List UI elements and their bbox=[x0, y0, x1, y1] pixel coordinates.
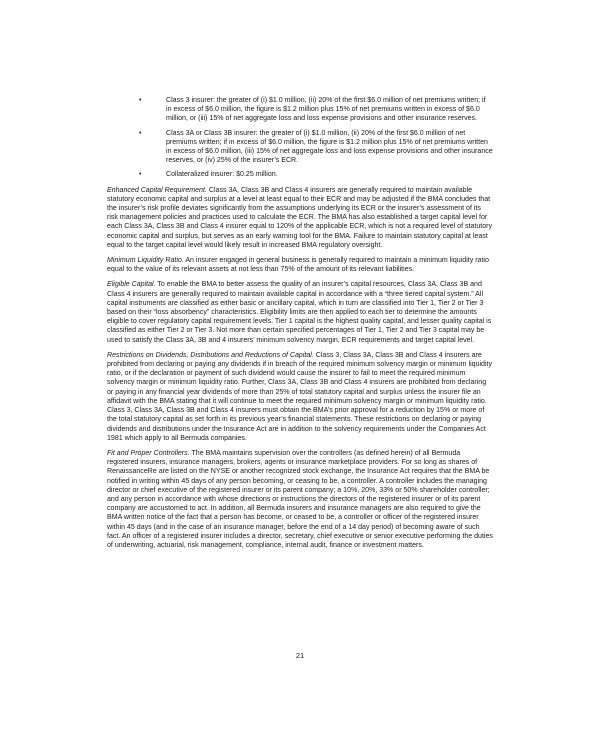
paragraph-text: To enable the BMA to better assess the quality of an insurer’s capital resources, Class 3A, Class 3B and Class 4 insurers are generally required to maintain available capital in accordance with a “three tiered capital system.” All capital instruments are classified as either basic or ancillary capital, which in turn are classified into Tier 1, Tier 2 or Tier 3 based on their “loss absorbency” characteristics. Eligibility limits are then applied to each tier to determine the amounts eligible to cover regulatory capital requirement levels. Tier 1 capital is the highest quality capital, and lesser quality capital is classified as either Tier 2 or Tier 3. Not more than certain specified percentages of Tier 1, Tier 2 and Tier 3 capital may be used to satisfy the Class 3A, 3B and 4 insurers’ minimum solvency margin, ECR requirements and target capital level. bbox=[107, 281, 492, 344]
bullet-item bbox=[107, 170, 493, 179]
bullet-list bbox=[107, 96, 493, 180]
paragraph-minimum-liquidity-ratio bbox=[107, 256, 493, 274]
paragraph-enhanced-capital-requirement bbox=[107, 186, 493, 250]
paragraph-heading: Minimum Liquidity Ratio. bbox=[107, 257, 184, 265]
paragraph-heading: Fit and Proper Controllers. bbox=[107, 449, 190, 457]
paragraph-text: The BMA maintains supervision over the controllers (as defined herein) of all Bermuda registered insurers, insurance managers, brokers, agents or insurance marketplace providers. For so long as shares of RenaissanceRe are listed on the NYSE or another recognized stock exchange, the Insurance Act requires that the BMA be notified in writing within 45 days of any person becoming, or ceasing to be, a controller. A controller includes the managing director or chief executive of the registered insurer or its parent company; a 10%, 20%, 33% or 50% shareholder controller; and any person in accordance with whose directions or instructions the directors of the registered insurer or of its parent company are accustomed to act. In addition, all Bermuda insurers and insurance managers are also required to give the BMA written notice of the fact that a person has become, or ceased to be, a controller or officer of the registered insurer within 45 days (and in the case of an insurance manager, before the end of a 14 day period) of becoming aware of such fact. An officer of a registered insurer includes a director, secretary, chief executive or senior executive performing the duties of underwriting, actuarial, risk management, compliance, internal audit, finance or investment matters. bbox=[107, 449, 493, 549]
paragraph-eligible-capital bbox=[107, 280, 493, 344]
bullet-text: Class 3 insurer: the greater of (i) $1.0 million, (ii) 20% of the first $6.0 million of net premiums written; if in excess of $6.0 million, the figure is $1.2 million plus 15% of net premiums written in excess of $6.0 million, or (iii) 15% of net aggregate loss and loss expense provisions and other insurance reserves. bbox=[166, 97, 486, 123]
paragraph-heading: Enhanced Capital Requirement. bbox=[107, 186, 207, 194]
paragraph-heading: Restrictions on Dividends, Distributions and Reductions of Capital. bbox=[107, 351, 314, 359]
document-body bbox=[107, 96, 493, 556]
page-number: 21 bbox=[295, 651, 305, 660]
paragraph-restrictions-on-dividends bbox=[107, 351, 493, 443]
bullet-item bbox=[107, 96, 493, 124]
bullet-marker: • bbox=[139, 129, 142, 137]
bullet-marker: • bbox=[139, 97, 142, 104]
bullet-text: Class 3A or Class 3B insurer: the greater of (i) $1.0 million, (ii) 20% of the first $6.0 million of net premiums written; if in excess of $6.0 million, the figure is $1.2 million plus 15% of net premiums written in excess of $6.0 million, (iii) 15% of net aggregate loss and loss expense provisions and other insurance reserves, or (iv) 25% of the insurer’s ECR. bbox=[166, 129, 493, 165]
paragraph-fit-and-proper-controllers bbox=[107, 449, 493, 550]
paragraph-heading: Eligible Capital. bbox=[107, 281, 156, 289]
paragraph-text: Class 3, Class 3A, Class 3B and Class 4 insurers are prohibited from declaring or paying any dividends if in breach of the required minimum solvency margin or minimum liquidity ratio, or if the declaration or payment of such dividend would cause the insurer to fail to meet the required minimum solvency margin or minimum liquidity ratio. Further, Class 3A, Class 3B and Class 4 insurers are prohibited from declaring or paying in any financial year dividends of more than 25% of total statutory capital and surplus unless the insurer file an affidavit with the BMA stating that it will continue to meet the required minimum solvency margin or minimum liquidity ratio. Class 3, Class 3A, Class 3B and Class 4 insurers must obtain the BMA’s prior approval for a reduction by 15% or more of the total statutory capital as set forth in its previous year’s financial statements. These restrictions on declaring or paying dividends and distributions under the Insurance Act are in addition to the solvency requirements under the Companies Act 1981 which apply to all Bermuda companies. bbox=[107, 351, 493, 442]
bullet-marker: • bbox=[139, 171, 142, 179]
paragraph-text: An insurer engaged in general business is generally required to maintain a minimum liquidity ratio equal to the value of its relevant assets at not less than 75% of the amount of its relevant liabilities. bbox=[107, 257, 489, 274]
bullet-text: Collateralized insurer: $0.25 million. bbox=[166, 171, 278, 179]
bullet-item bbox=[107, 129, 493, 166]
paragraph-text: Class 3A, Class 3B and Class 4 insurers are generally required to maintain available statutory economic capital and surplus at a level at least equal to their ECR and may be adjusted if the BMA concludes that the insurer’s risk profile deviates significantly from the assumptions underlying its ECR or the insurer’s assessment of its risk management policies and practices used to calculate the ECR. The BMA has also established a target capital level for each Class 3A, Class 3B and Class 4 insurer equal to 120% of the applicable ECR, which is not a required level of statutory economic capital and surplus, but serves as an early warning tool for the BMA. Failure to maintain statutory capital at least equal to the target capital level would likely result in increased BMA regulatory oversight. bbox=[107, 186, 493, 249]
